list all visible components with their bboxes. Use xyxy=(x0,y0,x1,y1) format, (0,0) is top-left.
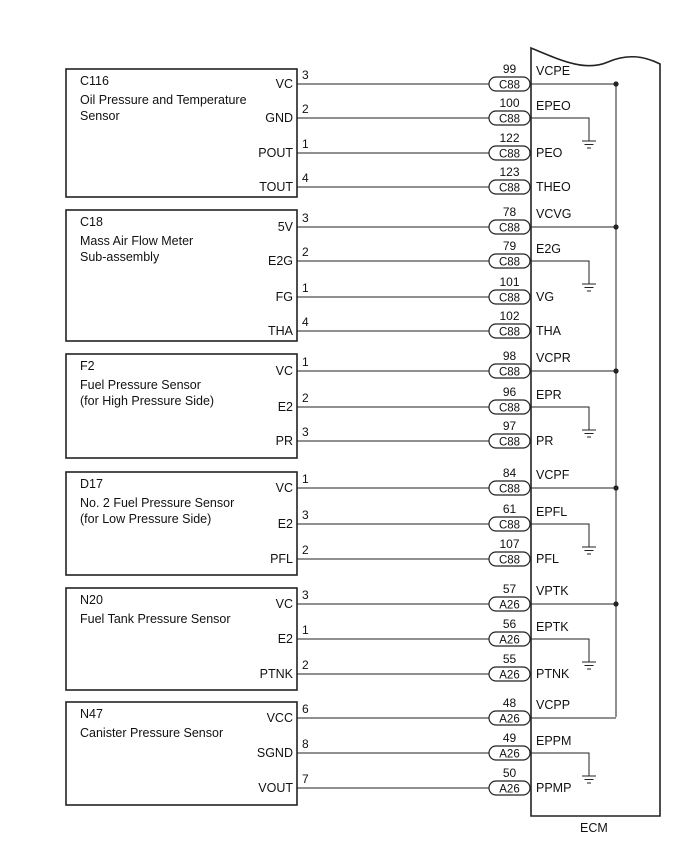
ecm-pin-number: 96 xyxy=(502,385,517,399)
sensor-name-line: Canister Pressure Sensor xyxy=(80,726,224,740)
ecm-pin-number: 100 xyxy=(499,96,520,110)
sensor-pin-number: 1 xyxy=(302,355,309,369)
terminal-label: VC xyxy=(275,597,293,611)
sensor-name-line: (for Low Pressure Side) xyxy=(80,512,212,526)
terminal-label: SGND xyxy=(256,746,293,760)
sensor-pin-number: 3 xyxy=(302,211,309,225)
ecm-pin-number: 99 xyxy=(502,62,517,76)
ecm-signal-label: VCPF xyxy=(536,468,570,482)
ecm-signal-label: EPPM xyxy=(536,734,572,748)
ecm-pin-number: 79 xyxy=(502,239,517,253)
terminal-label: THA xyxy=(268,324,293,338)
ecm-pin-number: 122 xyxy=(499,131,520,145)
terminal-label: PTNK xyxy=(259,667,293,681)
terminal-label: E2 xyxy=(277,400,293,414)
ecm-signal-label: VPTK xyxy=(536,584,569,598)
ecm-pin-number: 98 xyxy=(502,349,517,363)
ecm-pin-number: 57 xyxy=(502,582,517,596)
terminal-label: PFL xyxy=(270,552,293,566)
terminal-label: 5V xyxy=(277,220,293,234)
terminal-label: E2G xyxy=(267,254,293,268)
sensor-name-line: Mass Air Flow Meter xyxy=(80,234,194,248)
connector-label: C88 xyxy=(498,182,521,195)
sensor-pin-number: 3 xyxy=(302,588,309,602)
connector-label: A26 xyxy=(499,599,520,612)
terminal-label: PR xyxy=(275,434,293,448)
ecm-signal-label: VCPR xyxy=(536,351,571,365)
sensor-pin-number: 3 xyxy=(302,425,309,439)
sensor-pin-number: 3 xyxy=(302,508,309,522)
terminal-label: VC xyxy=(275,364,293,378)
connector-label: C88 xyxy=(498,113,521,126)
sensor-code: C116 xyxy=(80,74,109,88)
ecm-signal-label: PR xyxy=(536,434,554,448)
ecm-signal-label: PFL xyxy=(536,552,559,566)
ecm-signal-label: VCPE xyxy=(536,64,571,78)
sensor-name-line: No. 2 Fuel Pressure Sensor xyxy=(80,496,235,510)
sensor-pin-number: 1 xyxy=(302,472,309,486)
sensor-name-line: (for High Pressure Side) xyxy=(80,394,215,408)
sensor-name-line: Fuel Tank Pressure Sensor xyxy=(80,612,231,626)
ecm-pin-number: 48 xyxy=(502,696,517,710)
ecm-pin-number: 107 xyxy=(499,537,520,551)
terminal-label: E2 xyxy=(277,517,293,531)
sensor-pin-number: 4 xyxy=(302,315,309,329)
ecm-pin-number: 101 xyxy=(499,275,520,289)
ecm-signal-label: THA xyxy=(536,324,561,338)
ecm-signal-label: E2G xyxy=(536,242,562,256)
sensor-pin-number: 2 xyxy=(302,391,309,405)
sensor-name-line: Sensor xyxy=(80,109,120,123)
connector-label: C88 xyxy=(498,402,521,415)
sensor-pin-number: 2 xyxy=(302,543,309,557)
sensor-pin-number: 1 xyxy=(302,137,309,151)
sensor-box xyxy=(66,69,297,197)
terminal-label: GND xyxy=(265,111,293,125)
sensor-code: C18 xyxy=(80,215,103,229)
sensor-code: D17 xyxy=(80,477,103,491)
connector-label: A26 xyxy=(499,783,520,796)
ecm-signal-label: PTNK xyxy=(536,667,570,681)
sensor-pin-number: 1 xyxy=(302,623,309,637)
ecm-signal-label: THEO xyxy=(536,180,571,194)
sensor-pin-number: 4 xyxy=(302,171,309,185)
ecm-signal-label: EPR xyxy=(536,388,562,402)
connector-label: C88 xyxy=(498,292,521,305)
sensor-pin-number: 6 xyxy=(302,702,309,716)
sensor-pin-number: 2 xyxy=(302,102,309,116)
connector-label: C88 xyxy=(498,366,521,379)
ecm-signal-label: EPTK xyxy=(536,620,569,634)
ecm-label: ECM xyxy=(580,821,608,835)
terminal-label: VOUT xyxy=(258,781,293,795)
ecm-signal-label: VG xyxy=(536,290,555,304)
sensor-pin-number: 2 xyxy=(302,245,309,259)
connector-label: C88 xyxy=(498,483,521,496)
sensor-pin-number: 3 xyxy=(302,68,309,82)
connector-label: A26 xyxy=(499,634,520,647)
sensor-code: N20 xyxy=(80,593,103,607)
ecm-signal-label: PEO xyxy=(536,146,563,160)
connector-label: A26 xyxy=(499,748,520,761)
connector-label: C88 xyxy=(498,79,521,92)
sensor-pin-number: 1 xyxy=(302,281,309,295)
connector-label: C88 xyxy=(498,554,521,567)
sensor-name-line: Sub-assembly xyxy=(80,250,160,264)
ecm-pin-number: 123 xyxy=(499,165,520,179)
ecm-pin-number: 56 xyxy=(502,617,517,631)
sensor-code: N47 xyxy=(80,707,103,721)
terminal-label: VC xyxy=(275,77,293,91)
connector-label: A26 xyxy=(499,669,520,682)
terminal-label: TOUT xyxy=(259,180,293,194)
sensor-box xyxy=(66,210,297,341)
connector-label: C88 xyxy=(498,326,521,339)
connector-label: A26 xyxy=(499,713,520,726)
sensor-pin-number: 7 xyxy=(302,772,309,786)
terminal-label: VC xyxy=(275,481,293,495)
ecm-signal-label: PPMP xyxy=(536,781,572,795)
ecm-pin-number: 61 xyxy=(502,502,517,516)
sensor-pin-number: 8 xyxy=(302,737,309,751)
sensor-name-line: Fuel Pressure Sensor xyxy=(80,378,201,392)
ecm-signal-label: EPEO xyxy=(536,99,571,113)
sensor-name-line: Oil Pressure and Temperature xyxy=(80,93,247,107)
ecm-pin-number: 55 xyxy=(502,652,517,666)
ecm-pin-number: 84 xyxy=(502,466,517,480)
ecm-signal-label: VCPP xyxy=(536,698,571,712)
ecm-signal-label: EPFL xyxy=(536,505,568,519)
terminal-label: FG xyxy=(275,290,293,304)
connector-label: C88 xyxy=(498,222,521,235)
ecm-pin-number: 50 xyxy=(502,766,517,780)
connector-label: C88 xyxy=(498,436,521,449)
connector-label: C88 xyxy=(498,256,521,269)
terminal-label: VCC xyxy=(266,711,293,725)
connector-label: C88 xyxy=(498,148,521,161)
ecm-pin-number: 102 xyxy=(499,309,520,323)
ecm-pin-number: 97 xyxy=(502,419,517,433)
ecm-signal-label: VCVG xyxy=(536,207,572,221)
connector-label: C88 xyxy=(498,519,521,532)
sensor-pin-number: 2 xyxy=(302,658,309,672)
ecm-pin-number: 49 xyxy=(502,731,517,745)
ecm-pin-number: 78 xyxy=(502,205,517,219)
sensor-code: F2 xyxy=(80,359,95,373)
terminal-label: POUT xyxy=(258,146,293,160)
terminal-label: E2 xyxy=(277,632,293,646)
